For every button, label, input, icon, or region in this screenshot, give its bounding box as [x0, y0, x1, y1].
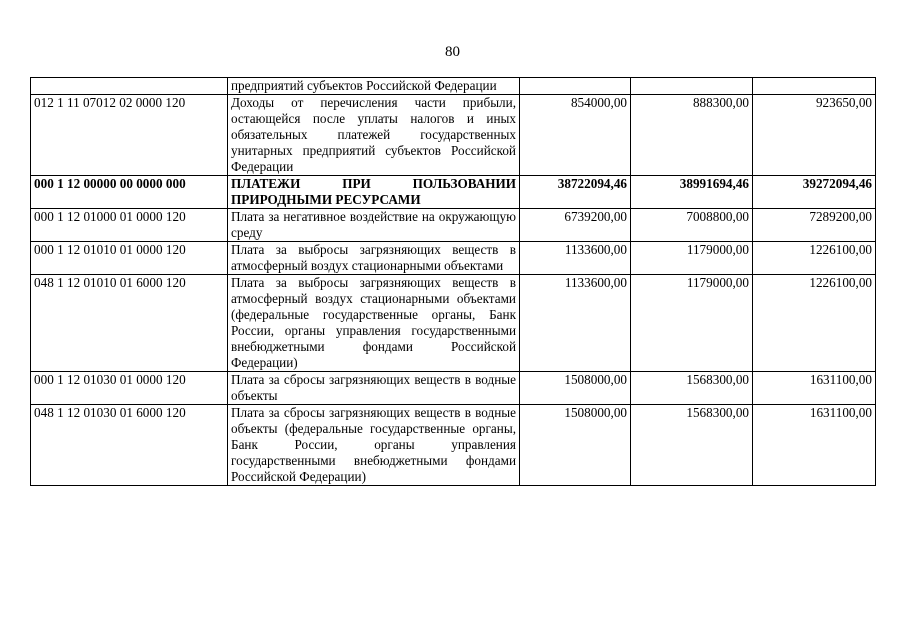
row-name: предприятий субъектов Российской Федерации: [228, 78, 520, 95]
table-row: [31, 405, 876, 486]
row-value-2: 1179000,00: [631, 242, 753, 275]
row-value-3: 923650,00: [753, 95, 876, 176]
row-name: Плата за выбросы загрязняющих веществ в атмосферный воздух стационарными объектами (федеральные государственные органы, Банк России, органы управления государственными внебюджетными фондами Российской Федерации): [228, 275, 520, 372]
row-name: Доходы от перечисления части прибыли, остающейся после уплаты налогов и иных обязательных платежей государственных унитарных предприятий субъектов Российской Федерации: [228, 95, 520, 176]
row-value-3: [753, 78, 876, 95]
row-value-1: 1508000,00: [520, 405, 631, 486]
row-name: Плата за сбросы загрязняющих веществ в водные объекты (федеральные государственные органы, Банк России, органы управления государственными внебюджетными фондами Российской Федерации): [228, 405, 520, 486]
row-code: 000 1 12 01010 01 0000 120: [31, 242, 228, 275]
row-name: ПЛАТЕЖИ ПРИ ПОЛЬЗОВАНИИ ПРИРОДНЫМИ РЕСУРСАМИ: [228, 176, 520, 209]
row-code: [31, 78, 228, 95]
table-row: [31, 242, 876, 275]
row-code: 012 1 11 07012 02 0000 120: [31, 95, 228, 176]
row-code: 048 1 12 01030 01 6000 120: [31, 405, 228, 486]
row-value-3: 1631100,00: [753, 372, 876, 405]
row-value-2: 888300,00: [631, 95, 753, 176]
page-number: 80: [445, 44, 460, 60]
row-value-1: 854000,00: [520, 95, 631, 176]
row-value-3: 1631100,00: [753, 405, 876, 486]
table-row: [31, 95, 876, 176]
table-row: [31, 78, 876, 95]
row-value-1: 1133600,00: [520, 275, 631, 372]
row-value-3: 7289200,00: [753, 209, 876, 242]
table-row-section: [31, 176, 876, 209]
row-value-2: 38991694,46: [631, 176, 753, 209]
row-name: Плата за выбросы загрязняющих веществ в атмосферный воздух стационарными объектами: [228, 242, 520, 275]
row-code: 000 1 12 00000 00 0000 000: [31, 176, 228, 209]
row-code: 000 1 12 01000 01 0000 120: [31, 209, 228, 242]
row-value-1: 6739200,00: [520, 209, 631, 242]
row-value-2: 1179000,00: [631, 275, 753, 372]
row-value-1: 1508000,00: [520, 372, 631, 405]
row-value-1: 38722094,46: [520, 176, 631, 209]
row-value-1: [520, 78, 631, 95]
row-value-2: 1568300,00: [631, 405, 753, 486]
row-value-3: 39272094,46: [753, 176, 876, 209]
row-value-3: 1226100,00: [753, 242, 876, 275]
budget-revenue-table: [30, 77, 876, 486]
row-name: Плата за сбросы загрязняющих веществ в водные объекты: [228, 372, 520, 405]
row-value-2: 1568300,00: [631, 372, 753, 405]
table-row: [31, 275, 876, 372]
row-name: Плата за негативное воздействие на окружающую среду: [228, 209, 520, 242]
row-code: 048 1 12 01010 01 6000 120: [31, 275, 228, 372]
row-code: 000 1 12 01030 01 0000 120: [31, 372, 228, 405]
row-value-2: 7008800,00: [631, 209, 753, 242]
table-row: [31, 372, 876, 405]
row-value-3: 1226100,00: [753, 275, 876, 372]
table-row: [31, 209, 876, 242]
row-value-1: 1133600,00: [520, 242, 631, 275]
row-value-2: [631, 78, 753, 95]
